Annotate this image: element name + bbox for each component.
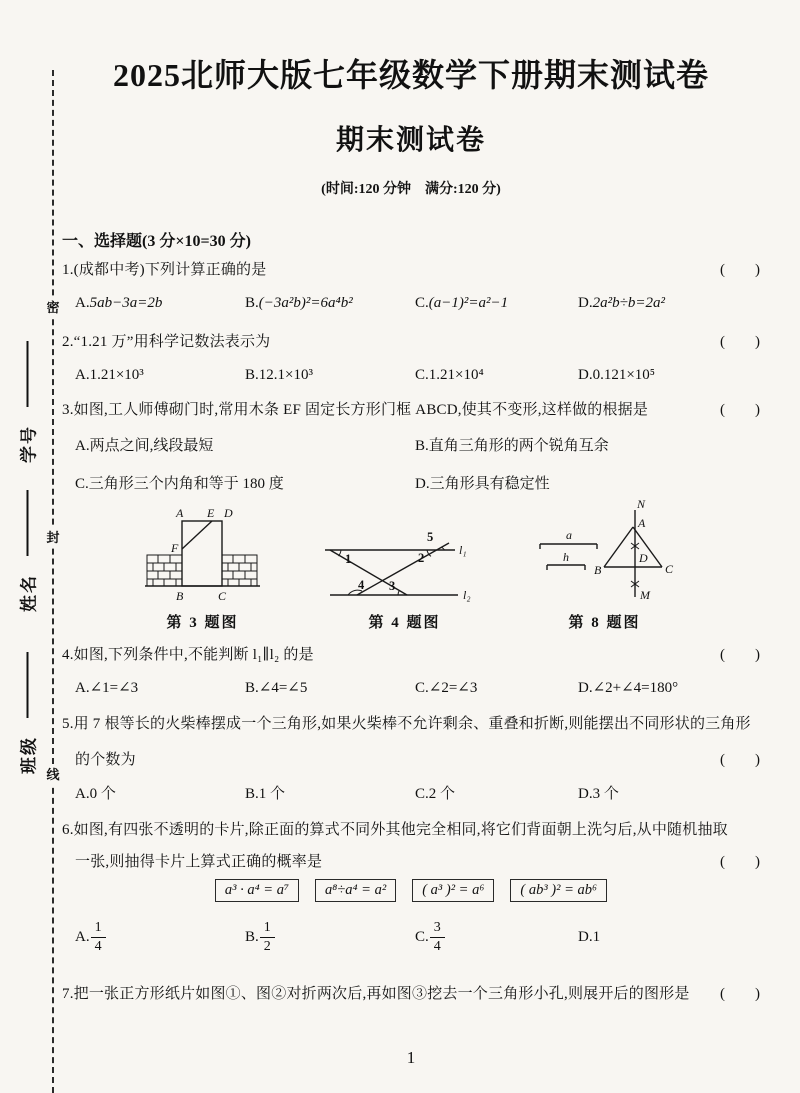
card-2: a⁸÷a⁴ = a² [315,879,396,902]
option-a: A.两点之间,线段最短 [75,438,214,454]
card-4: ( ab³ )² = ab⁶ [510,879,607,902]
class-blank-line [26,652,28,718]
question-5 [62,712,760,733]
point-label-B: B [594,563,602,577]
line-label-l2: l₂ [463,588,471,602]
page-number: 1 [406,1048,416,1067]
question-2-options [75,367,760,384]
figure-q8-caption: 第 8 题图 [568,615,641,631]
question-5-options [75,782,760,803]
student-name-blank-line [26,490,28,556]
question-1-stem: 1.(成都中考)下列计算正确的是 [62,262,267,278]
question-4 [62,643,760,664]
question-1-options [75,295,760,312]
option-c: C.1.21×10⁴ [415,367,484,383]
figure-q3-caption: 第 3 题图 [166,615,239,631]
question-4-stem: 4.如图,下列条件中,不能判断 l₁∥l₂ 的是 [62,647,314,663]
segment-label-h: h [563,550,569,564]
question-6-stem-line2: 一张,则抽得卡片上算式正确的概率是 [75,854,323,870]
paper-title: 2025北师大版七年级数学下册期末测试卷 [112,57,709,93]
class-label: 班级 [19,736,39,774]
seal-char-mi: 密 [44,298,62,318]
option-b: B.1 个 [245,786,286,802]
point-label-D: D [639,551,648,565]
option-b: B.∠4=∠5 [245,680,308,696]
question-3-stem: 3.如图,工人师傅砌门时,常用木条 EF 固定长方形门框 ABCD,使其不变形,这样做的根据是 [62,402,649,418]
option-a: A. $\frac{1}{4}$ [75,920,245,955]
option-a: A.0 个 [75,786,116,802]
section-1-heading: 一、选择题(3 分×10=30 分) [62,233,251,250]
option-d: D.三角形具有稳定性 [415,476,550,492]
brick-wall-left [147,555,182,586]
point-label-A: A [638,516,646,530]
question-1 [62,258,760,279]
question-6-stem-line1: 6.如图,有四张不透明的卡片,除正面的算式不同外其他完全相同,将它们背面朝上洗匀后,从中随机抽取 [62,822,728,838]
question-7 [62,982,760,1003]
point-label-M: M [640,588,650,602]
seal-char-xian: 线 [44,765,62,785]
point-label-D: D [224,506,233,520]
angle-label-2: 2 [418,551,425,565]
option-a: A.1.21×10³ [75,367,144,383]
question-1-answer-bracket: ( ) [720,262,760,278]
question-2 [62,330,760,351]
option-c: C. $\frac{3}{4}$ [415,920,578,955]
seal-char-feng: 封 [44,528,62,548]
angle-label-1: 1 [345,552,352,566]
student-id-field [15,341,40,463]
option-d: D.0.121×10⁵ [578,367,656,383]
question-3-answer-bracket: ( ) [720,402,760,418]
option-d: D.∠2+∠4=180° [578,680,679,696]
option-a: A.5ab−3a=2b [75,295,163,311]
paper-body [62,0,760,1093]
point-label-N: N [637,498,646,511]
angle-label-5: 5 [427,530,434,544]
option-b: B.(−3a²b)²=6a⁴b² [245,295,353,311]
class-field [15,652,40,774]
figure-q3-door-frame [145,503,260,605]
question-2-stem: 2.“1.21 万”用科学记数法表示为 [62,334,271,350]
angle-label-4: 4 [358,578,365,592]
option-b: B. $\frac{1}{2}$ [245,920,415,955]
point-label-A: A [176,506,184,520]
question-3-options [75,434,760,493]
option-d: D.3 个 [578,786,619,802]
student-name-label: 姓名 [19,574,39,612]
option-d: D.2a²b÷b=2a² [578,295,665,311]
brick-wall-right [222,555,257,586]
question-5-stem-line1: 5.用 7 根等长的火柴棒摆成一个三角形,如果火柴棒不允许剩余、重叠和折断,则能摆出不同形状的三角形 [62,716,751,732]
question-6 [62,818,760,839]
figure-q4-parallel-lines [317,520,492,608]
student-id-blank-line [26,341,28,407]
card-3: ( a³ )² = a⁶ [412,879,494,902]
option-c: C.(a−1)²=a²−1 [415,295,509,311]
question-5-answer-bracket: ( ) [720,752,760,768]
student-id-label: 学号 [19,425,39,463]
figure-q4-caption: 第 4 题图 [368,615,441,631]
student-name-field [15,490,40,612]
option-b: B.直角三角形的两个锐角互余 [415,438,609,454]
option-c: C.∠2=∠3 [415,680,478,696]
question-4-answer-bracket: ( ) [720,647,760,663]
angle-label-3: 3 [389,579,396,593]
paper-subtitle: 期末测试卷 [335,125,486,156]
option-d: D.1 [578,929,601,946]
question-6-answer-bracket: ( ) [720,854,760,870]
option-b: B.12.1×10³ [245,367,313,383]
time-score-info: (时间:120 分钟 满分:120 分) [321,182,501,197]
card-1: a³ · a⁴ = a⁷ [215,879,299,902]
point-label-B: B [176,589,184,603]
option-a: A.∠1=∠3 [75,680,139,696]
option-c: C.三角形三个内角和等于 180 度 [75,476,284,492]
question-6-line2 [62,850,760,871]
point-label-C: C [665,562,674,576]
option-c: C.2 个 [415,786,456,802]
point-label-C: C [218,589,227,603]
question-7-answer-bracket: ( ) [720,986,760,1002]
seal-dashed-line [52,70,54,1093]
segment-label-a: a [566,528,572,542]
question-4-options [75,678,760,697]
question-3 [62,398,760,419]
figure-q8-triangle [532,498,677,606]
question-5-stem-line2: 的个数为 [75,752,136,768]
question-5-line2 [62,748,760,769]
point-label-E: E [207,506,215,520]
question-6-cards [62,879,760,902]
question-2-answer-bracket: ( ) [720,334,760,350]
question-6-options [75,920,760,955]
line-label-l1: l₁ [459,543,467,557]
point-label-F: F [171,541,179,555]
question-7-stem: 7.把一张正方形纸片如图①、图②对折两次后,再如图③挖去一个三角形小孔,则展开后的图形是 [62,986,690,1002]
